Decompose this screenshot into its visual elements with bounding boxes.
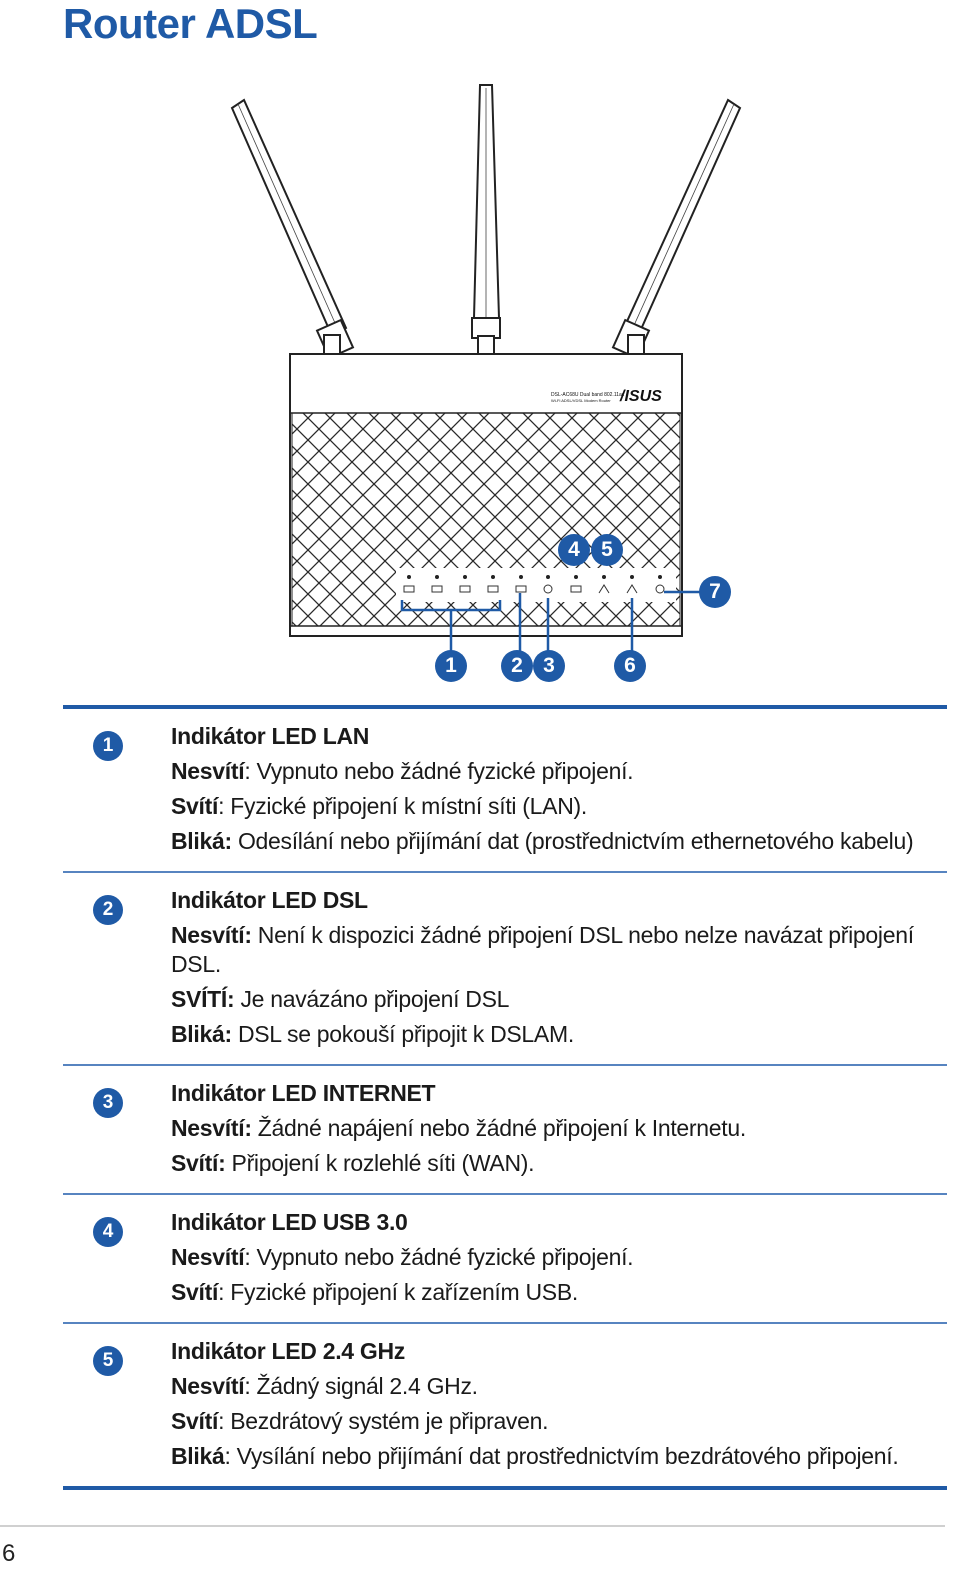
row-number: 4: [93, 1217, 123, 1247]
table-bottom-rule: [63, 1486, 947, 1490]
callout-7: 7: [699, 576, 731, 608]
antenna-left: [232, 100, 353, 358]
callout-1: 1: [435, 650, 467, 682]
footer-rule: [0, 1525, 945, 1527]
callout-5: 5: [591, 534, 623, 566]
row-line: Svítí: Připojení k rozlehlé síti (WAN).: [171, 1150, 535, 1176]
table-row: [63, 1324, 947, 1486]
row-line: Nesvítí: Žádné napájení nebo žádné připojení k Internetu.: [171, 1115, 746, 1141]
row-line: Svítí: Fyzické připojení k zařízením USB.: [171, 1279, 578, 1305]
row-line: Nesvítí: Vypnuto nebo žádné fyzické připojení.: [171, 758, 634, 784]
table-row: [63, 709, 947, 871]
row-number: 2: [93, 895, 123, 925]
table-row: [63, 1066, 947, 1193]
antenna-center: [472, 85, 500, 356]
row-line: Bliká: DSL se pokouší připojit k DSLAM.: [171, 1021, 574, 1047]
row-heading: Indikátor LED 2.4 GHz: [171, 1338, 405, 1364]
row-line: Bliká: Odesílání nebo přijímání dat (prostřednictvím ethernetového kabelu): [171, 828, 914, 854]
page-number: 6: [2, 1540, 16, 1567]
row-number: 5: [93, 1346, 123, 1376]
led-description-table: [63, 705, 947, 1490]
model-text-line2: Wi-Fi ADSL/VDSL Modem Router: [551, 398, 611, 403]
table-row: [63, 1195, 947, 1322]
model-text-line1: DSL-AC68U Dual band 802.11ac: [551, 392, 625, 398]
row-number: 3: [93, 1088, 123, 1118]
callout-3: 3: [533, 650, 565, 682]
callout-6: 6: [614, 650, 646, 682]
row-line: SVÍTÍ: Je navázáno připojení DSL: [171, 986, 510, 1012]
row-heading: Indikátor LED DSL: [171, 887, 368, 913]
row-line: Nesvítí: Žádný signál 2.4 GHz.: [171, 1373, 478, 1399]
row-line: Bliká: Vysílání nebo přijímání dat prostřednictvím bezdrátového připojení.: [171, 1443, 899, 1469]
callout-2: 2: [501, 650, 533, 682]
callout-4: 4: [558, 534, 590, 566]
page-title: Router ADSL: [63, 0, 318, 47]
table-row: [63, 873, 947, 1064]
asus-logo: /ISUS: [620, 388, 662, 405]
row-number: 1: [93, 731, 123, 761]
row-heading: Indikátor LED INTERNET: [171, 1080, 436, 1106]
antenna-right: [613, 100, 740, 358]
row-line: Svítí: Fyzické připojení k místní síti (LAN).: [171, 793, 587, 819]
row-line: Nesvítí: Není k dispozici žádné připojení DSL nebo nelze navázat připojení DSL.: [171, 922, 914, 977]
row-heading: Indikátor LED LAN: [171, 723, 370, 749]
row-line: Nesvítí: Vypnuto nebo žádné fyzické připojení.: [171, 1244, 634, 1270]
row-line: Svítí: Bezdrátový systém je připraven.: [171, 1408, 549, 1434]
router-illustration: [0, 0, 960, 700]
row-heading: Indikátor LED USB 3.0: [171, 1209, 408, 1235]
